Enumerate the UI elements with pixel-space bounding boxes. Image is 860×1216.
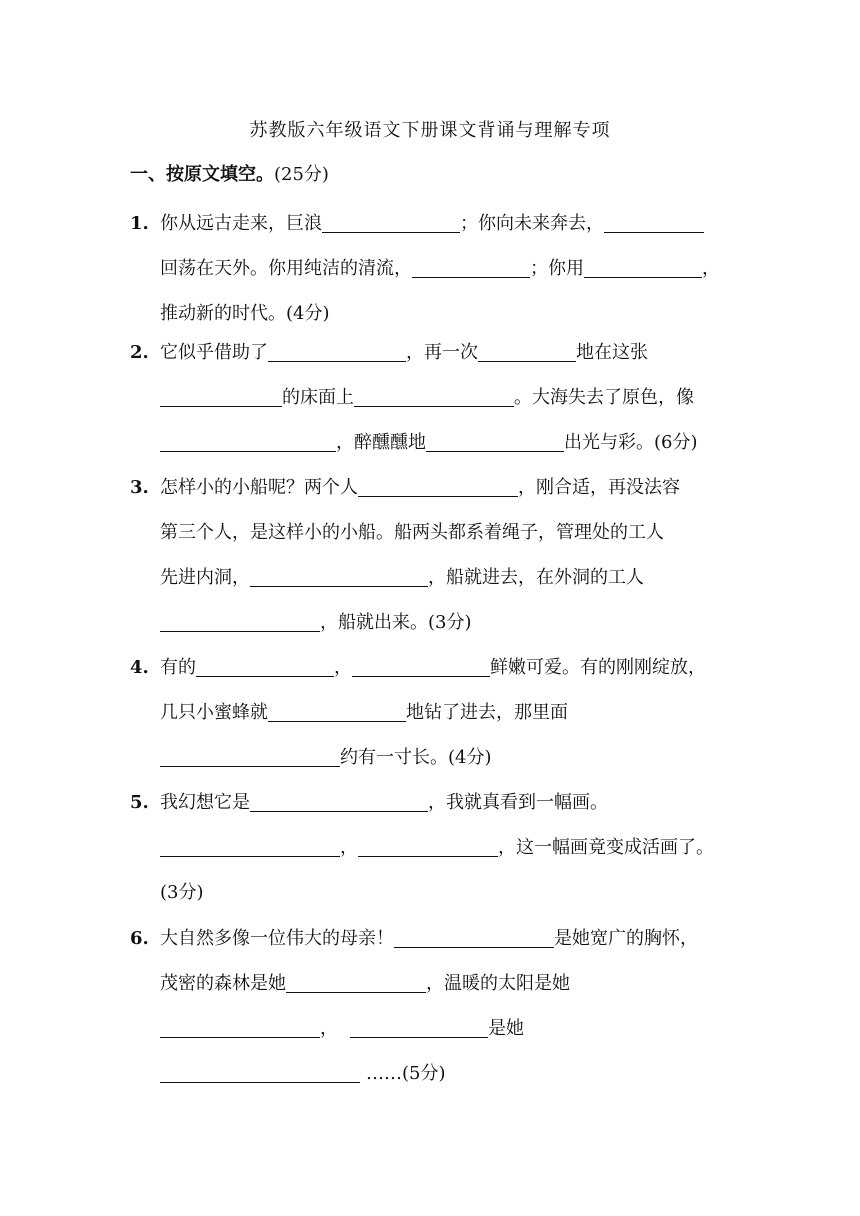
text: ，: [340, 837, 358, 858]
answer-blank[interactable]: [426, 429, 564, 452]
text: 是她宽广的胸怀，: [554, 928, 698, 949]
answer-blank[interactable]: [412, 255, 530, 278]
text: ，醉醺醺地: [336, 432, 426, 453]
answer-blank[interactable]: [352, 654, 490, 677]
answer-blank[interactable]: [350, 1015, 488, 1038]
text: 鲜嫩可爱。有的刚刚绽放，: [490, 657, 706, 678]
answer-blank[interactable]: [160, 1015, 320, 1038]
text: 我幻想它是: [160, 792, 250, 813]
answer-blank[interactable]: [160, 744, 340, 767]
text: ……(5分): [366, 1063, 446, 1084]
answer-blank[interactable]: [584, 255, 702, 278]
answer-blank[interactable]: [358, 474, 518, 497]
text: 有的: [160, 657, 196, 678]
text: 它似乎借助了: [160, 342, 268, 363]
question-4: [130, 645, 740, 780]
text: 地在这张: [576, 342, 648, 363]
question-6: [130, 916, 740, 1096]
text: 大自然多像一位伟大的母亲！: [160, 928, 394, 949]
answer-blank[interactable]: [250, 789, 428, 812]
text: (3分): [160, 882, 204, 903]
text: ，: [702, 258, 720, 279]
question-number: 2.: [130, 342, 149, 363]
section-label: 一、按原文填空。: [130, 164, 274, 185]
text: 约有一寸长。(4分): [340, 747, 492, 768]
text: 地钻了进去，那里面: [406, 702, 568, 723]
page-title: 苏教版六年级语文下册课文背诵与理解专项: [249, 120, 611, 141]
question-number: 6.: [130, 928, 149, 949]
answer-blank[interactable]: [250, 564, 428, 587]
question-number: 3.: [130, 477, 149, 498]
answer-blank[interactable]: [478, 339, 576, 362]
text: ；你向未来奔去，: [460, 213, 604, 234]
text: 几只小蜜蜂就: [160, 702, 268, 723]
question-number: 1.: [130, 213, 149, 234]
text: ，温暖的太阳是她: [426, 973, 570, 994]
text: 茂密的森林是她: [160, 973, 286, 994]
text: 的床面上: [282, 387, 354, 408]
text: ，船就出来。(3分): [320, 612, 472, 633]
answer-blank[interactable]: [160, 384, 282, 407]
text: ，我就真看到一幅画。: [428, 792, 608, 813]
question-1: [130, 201, 740, 336]
section-heading: [130, 160, 329, 186]
text: 是她: [488, 1018, 524, 1039]
answer-blank[interactable]: [604, 210, 704, 233]
text: 怎样小的小船呢？两个人: [160, 477, 358, 498]
question-2: [130, 330, 740, 465]
question-5: [130, 780, 740, 915]
text: ，: [320, 1018, 338, 1039]
section-points: (25分): [274, 164, 329, 185]
answer-blank[interactable]: [160, 429, 336, 452]
answer-blank[interactable]: [160, 609, 320, 632]
question-number: 4.: [130, 657, 149, 678]
question-number: 5.: [130, 792, 149, 813]
answer-blank[interactable]: [286, 970, 426, 993]
answer-blank[interactable]: [358, 834, 498, 857]
text: 推动新的时代。(4分): [160, 303, 330, 324]
text: 回荡在天外。你用纯洁的清流，: [160, 258, 412, 279]
text: 你从远古走来，巨浪: [160, 213, 322, 234]
answer-blank[interactable]: [322, 210, 460, 233]
text: ，: [334, 657, 352, 678]
answer-blank[interactable]: [160, 834, 340, 857]
text: ，船就进去，在外洞的工人: [428, 567, 644, 588]
answer-blank[interactable]: [354, 384, 514, 407]
text: 。大海失去了原色，像: [514, 387, 694, 408]
text: ，这一幅画竟变成活画了。: [498, 837, 714, 858]
text: 先进内洞，: [160, 567, 250, 588]
answer-blank[interactable]: [268, 699, 406, 722]
answer-blank[interactable]: [196, 654, 334, 677]
text: ，再一次: [406, 342, 478, 363]
answer-blank[interactable]: [268, 339, 406, 362]
text: 第三个人，是这样小的小船。船两头都系着绳子，管理处的工人: [160, 522, 664, 543]
answer-blank[interactable]: [394, 925, 554, 948]
question-3: [130, 465, 740, 645]
text: ；你用: [530, 258, 584, 279]
text: ，刚合适，再没法容: [518, 477, 680, 498]
text: 出光与彩。(6分): [564, 432, 698, 453]
answer-blank[interactable]: [160, 1060, 360, 1083]
